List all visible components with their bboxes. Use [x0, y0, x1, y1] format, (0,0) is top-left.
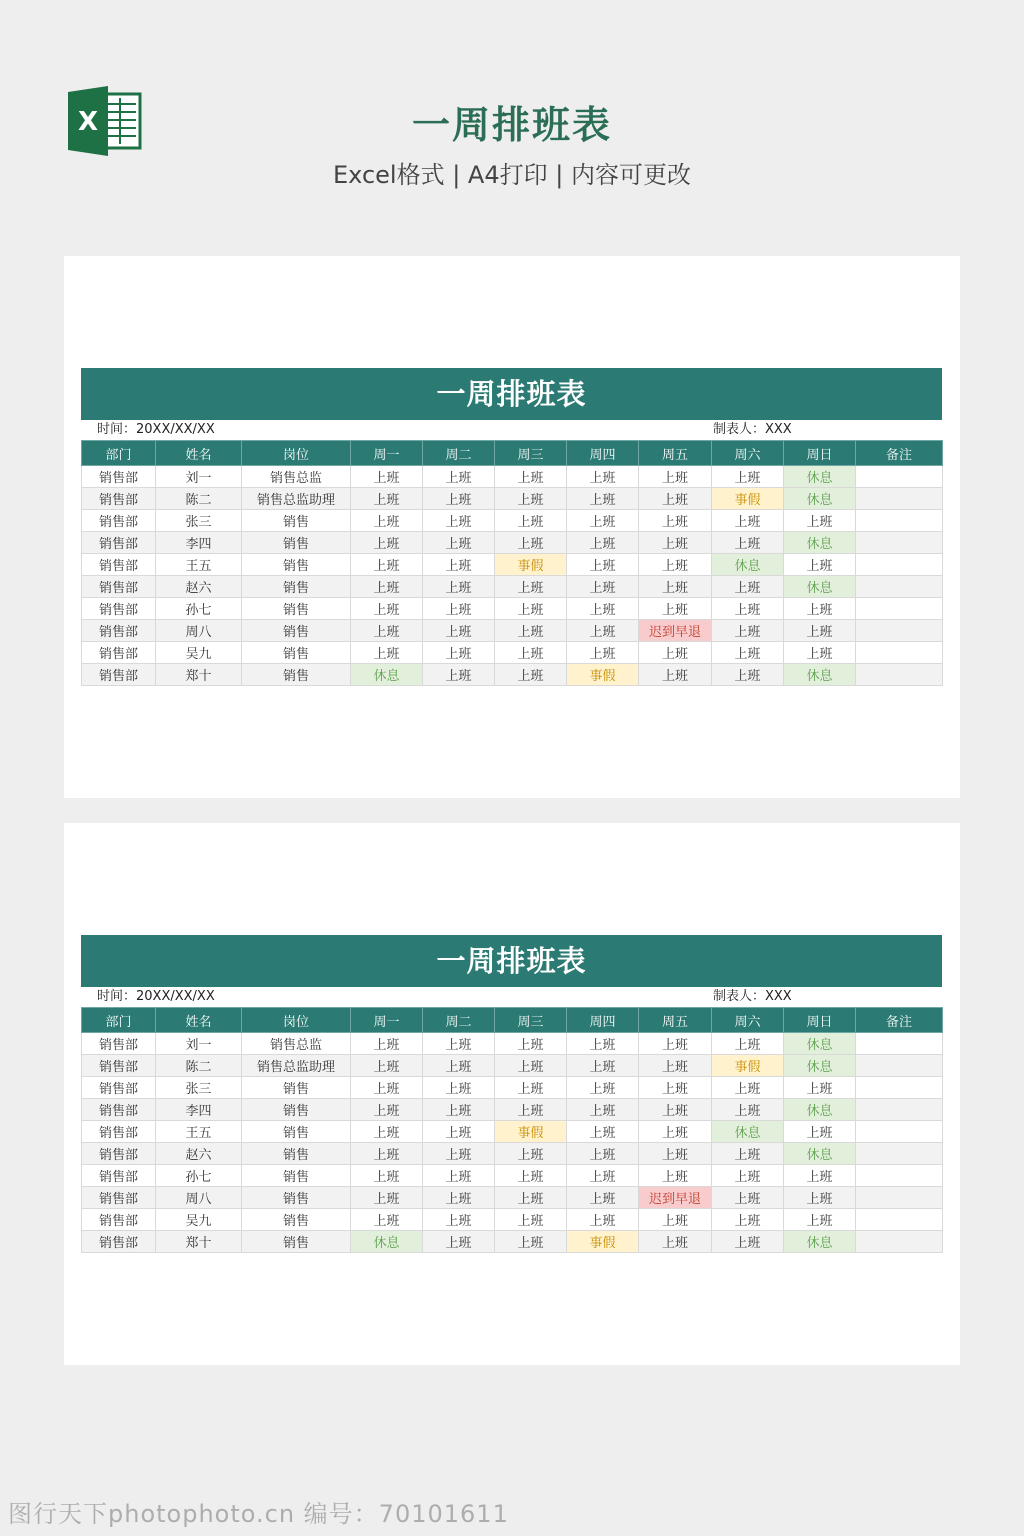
table-cell: 销售部: [82, 1143, 156, 1165]
table-cell: 上班: [712, 532, 784, 554]
table-cell: 上班: [423, 554, 495, 576]
table-cell: 上班: [784, 1209, 856, 1231]
table-cell: 上班: [423, 664, 495, 686]
table-cell: 上班: [423, 1231, 495, 1253]
table-cell: 上班: [639, 1099, 712, 1121]
excel-logo-letter: X: [77, 107, 99, 137]
table-cell: 上班: [567, 1099, 639, 1121]
schedule-table: [81, 1007, 943, 1253]
table-cell: 休息: [784, 1143, 856, 1165]
table-cell: 上班: [423, 1055, 495, 1077]
watermark: 图行天下photophoto.cn 编号：70101611: [8, 1500, 509, 1528]
table-cell: 休息: [784, 1033, 856, 1055]
table-row: [82, 1187, 943, 1209]
table-cell: 事假: [495, 1121, 567, 1143]
table-cell: 销售部: [82, 1165, 156, 1187]
table-cell: 上班: [567, 598, 639, 620]
table-cell: 上班: [567, 466, 639, 488]
column-header: 周三: [495, 441, 567, 466]
table-cell: 休息: [712, 554, 784, 576]
table-cell: 郑十: [156, 1231, 242, 1253]
table-cell: 上班: [784, 1165, 856, 1187]
table-cell: [856, 1033, 943, 1055]
table-cell: 销售: [242, 1209, 351, 1231]
table-row: [82, 1231, 943, 1253]
column-header: 姓名: [156, 1008, 242, 1033]
column-header: 姓名: [156, 441, 242, 466]
table-cell: 休息: [712, 1121, 784, 1143]
table-cell: 销售: [242, 1187, 351, 1209]
table-cell: 上班: [639, 1033, 712, 1055]
column-header: 备注: [856, 441, 943, 466]
table-cell: 上班: [567, 642, 639, 664]
table-row: [82, 1165, 943, 1187]
table-cell: 上班: [351, 1143, 423, 1165]
table-cell: 上班: [712, 1209, 784, 1231]
table-cell: 赵六: [156, 1143, 242, 1165]
table-cell: 上班: [495, 466, 567, 488]
table-cell: 销售部: [82, 642, 156, 664]
table-cell: 上班: [567, 1121, 639, 1143]
table-row: [82, 510, 943, 532]
sheet-preview-2: [64, 823, 960, 1365]
table-header-row: [82, 441, 943, 466]
table-cell: [856, 466, 943, 488]
table-cell: 销售部: [82, 1187, 156, 1209]
table-cell: 上班: [495, 1187, 567, 1209]
table-row: [82, 1099, 943, 1121]
column-header: 周日: [784, 441, 856, 466]
table-cell: 上班: [495, 1099, 567, 1121]
table-row: [82, 664, 943, 686]
time-label: 时间：20XX/XX/XX: [97, 422, 215, 437]
table-row: [82, 1077, 943, 1099]
table-row: [82, 1033, 943, 1055]
table-row: [82, 598, 943, 620]
table-cell: 事假: [567, 664, 639, 686]
table-cell: 上班: [712, 510, 784, 532]
column-header: 周一: [351, 441, 423, 466]
table-cell: 休息: [784, 1055, 856, 1077]
table-cell: 上班: [351, 1187, 423, 1209]
table-cell: 上班: [495, 620, 567, 642]
table-cell: 上班: [351, 1121, 423, 1143]
table-cell: 王五: [156, 554, 242, 576]
table-cell: 上班: [639, 1055, 712, 1077]
table-cell: 销售总监: [242, 1033, 351, 1055]
table-cell: 上班: [784, 598, 856, 620]
column-header: 部门: [82, 1008, 156, 1033]
table-cell: 上班: [639, 1143, 712, 1165]
column-header: 周二: [423, 1008, 495, 1033]
table-cell: 事假: [495, 554, 567, 576]
page-subtitle: Excel格式 | A4打印 | 内容可更改: [333, 161, 691, 189]
table-cell: 上班: [639, 1231, 712, 1253]
table-cell: [856, 1231, 943, 1253]
table-cell: 上班: [567, 1033, 639, 1055]
table-cell: 销售部: [82, 664, 156, 686]
table-cell: 上班: [423, 620, 495, 642]
table-cell: 上班: [784, 1187, 856, 1209]
table-cell: 销售总监助理: [242, 488, 351, 510]
table-cell: 事假: [712, 1055, 784, 1077]
sheet-title: 一周排班表: [81, 935, 942, 987]
table-cell: 上班: [495, 1077, 567, 1099]
table-cell: 吴九: [156, 1209, 242, 1231]
table-cell: 上班: [351, 598, 423, 620]
table-cell: 上班: [639, 664, 712, 686]
table-cell: 休息: [784, 532, 856, 554]
table-cell: 上班: [423, 510, 495, 532]
table-cell: 上班: [351, 1055, 423, 1077]
table-cell: 上班: [495, 1143, 567, 1165]
column-header: 周六: [712, 441, 784, 466]
table-cell: 销售部: [82, 510, 156, 532]
column-header: 部门: [82, 441, 156, 466]
table-cell: 销售: [242, 1231, 351, 1253]
table-cell: 上班: [495, 1231, 567, 1253]
table-cell: 吴九: [156, 642, 242, 664]
table-cell: [856, 1165, 943, 1187]
table-cell: 销售部: [82, 1121, 156, 1143]
table-cell: 事假: [712, 488, 784, 510]
table-cell: 上班: [567, 1209, 639, 1231]
table-cell: 上班: [639, 488, 712, 510]
table-cell: 上班: [351, 1033, 423, 1055]
table-cell: 休息: [784, 466, 856, 488]
table-cell: [856, 1187, 943, 1209]
table-cell: [856, 554, 943, 576]
schedule-sheet: [81, 935, 942, 1253]
table-cell: 上班: [351, 576, 423, 598]
table-cell: 上班: [423, 1165, 495, 1187]
table-cell: 迟到早退: [639, 1187, 712, 1209]
table-cell: 上班: [351, 1165, 423, 1187]
column-header: 周一: [351, 1008, 423, 1033]
table-cell: 销售: [242, 620, 351, 642]
table-cell: [856, 1077, 943, 1099]
column-header: 周六: [712, 1008, 784, 1033]
table-cell: 销售部: [82, 1077, 156, 1099]
table-cell: 休息: [784, 1099, 856, 1121]
table-cell: 上班: [423, 576, 495, 598]
table-cell: [856, 488, 943, 510]
table-cell: [856, 598, 943, 620]
table-cell: 销售部: [82, 1033, 156, 1055]
table-cell: 赵六: [156, 576, 242, 598]
table-cell: 上班: [784, 554, 856, 576]
table-cell: 上班: [567, 554, 639, 576]
column-header: 周三: [495, 1008, 567, 1033]
table-row: [82, 576, 943, 598]
table-cell: 上班: [712, 1077, 784, 1099]
table-cell: 孙七: [156, 598, 242, 620]
sheet-title: 一周排班表: [81, 368, 942, 420]
table-cell: 上班: [423, 1187, 495, 1209]
table-cell: 上班: [423, 466, 495, 488]
table-cell: 销售总监: [242, 466, 351, 488]
schedule-sheet: [81, 368, 942, 686]
table-cell: 销售: [242, 532, 351, 554]
table-cell: 周八: [156, 620, 242, 642]
table-cell: 郑十: [156, 664, 242, 686]
table-cell: 上班: [712, 1231, 784, 1253]
table-cell: 上班: [495, 532, 567, 554]
table-cell: 销售: [242, 510, 351, 532]
table-cell: 孙七: [156, 1165, 242, 1187]
table-cell: [856, 642, 943, 664]
table-cell: [856, 576, 943, 598]
table-cell: 张三: [156, 510, 242, 532]
table-cell: 休息: [784, 664, 856, 686]
table-cell: 上班: [712, 664, 784, 686]
table-cell: [856, 510, 943, 532]
table-cell: 刘一: [156, 466, 242, 488]
table-cell: 上班: [567, 576, 639, 598]
table-cell: 销售: [242, 642, 351, 664]
column-header: 备注: [856, 1008, 943, 1033]
table-cell: 销售: [242, 554, 351, 576]
table-cell: 上班: [784, 1121, 856, 1143]
table-body: [82, 1033, 943, 1253]
table-row: [82, 620, 943, 642]
table-cell: 上班: [423, 1121, 495, 1143]
table-row: [82, 554, 943, 576]
table-cell: 上班: [784, 510, 856, 532]
table-cell: 销售部: [82, 488, 156, 510]
table-cell: [856, 1099, 943, 1121]
table-header-row: [82, 1008, 943, 1033]
table-cell: 上班: [423, 1077, 495, 1099]
table-row: [82, 488, 943, 510]
table-cell: 销售部: [82, 620, 156, 642]
table-cell: [856, 620, 943, 642]
table-body: [82, 466, 943, 686]
table-cell: 上班: [423, 532, 495, 554]
table-cell: 上班: [712, 466, 784, 488]
table-cell: 上班: [495, 1165, 567, 1187]
table-cell: 上班: [495, 1033, 567, 1055]
table-cell: 销售部: [82, 532, 156, 554]
table-cell: 上班: [423, 1099, 495, 1121]
table-row: [82, 1121, 943, 1143]
column-header: 周五: [639, 441, 712, 466]
table-cell: [856, 532, 943, 554]
table-cell: 迟到早退: [639, 620, 712, 642]
table-cell: 上班: [784, 642, 856, 664]
table-cell: [856, 1209, 943, 1231]
table-cell: 上班: [784, 1077, 856, 1099]
table-cell: 销售部: [82, 554, 156, 576]
table-cell: 上班: [639, 554, 712, 576]
table-cell: 上班: [351, 488, 423, 510]
maker-label: 制表人：XXX: [713, 989, 792, 1004]
table-cell: 上班: [351, 510, 423, 532]
table-cell: 上班: [495, 488, 567, 510]
column-header: 周五: [639, 1008, 712, 1033]
table-cell: 上班: [495, 642, 567, 664]
table-cell: 上班: [495, 1055, 567, 1077]
table-cell: 上班: [639, 532, 712, 554]
table-cell: 销售: [242, 1143, 351, 1165]
table-cell: 上班: [712, 1165, 784, 1187]
table-cell: 事假: [567, 1231, 639, 1253]
table-cell: 销售总监助理: [242, 1055, 351, 1077]
table-cell: 上班: [639, 642, 712, 664]
table-row: [82, 532, 943, 554]
table-cell: 陈二: [156, 488, 242, 510]
table-cell: 上班: [639, 598, 712, 620]
table-cell: 销售: [242, 576, 351, 598]
table-cell: 上班: [712, 598, 784, 620]
table-cell: 上班: [495, 1209, 567, 1231]
table-cell: [856, 1121, 943, 1143]
column-header: 岗位: [242, 441, 351, 466]
table-cell: 上班: [351, 554, 423, 576]
table-cell: 上班: [784, 620, 856, 642]
table-cell: [856, 1055, 943, 1077]
table-cell: 销售: [242, 1121, 351, 1143]
table-cell: 上班: [712, 620, 784, 642]
table-cell: 休息: [351, 664, 423, 686]
table-row: [82, 466, 943, 488]
table-cell: 周八: [156, 1187, 242, 1209]
table-cell: 上班: [567, 532, 639, 554]
column-header: 岗位: [242, 1008, 351, 1033]
table-cell: 上班: [567, 1077, 639, 1099]
table-cell: 上班: [351, 1209, 423, 1231]
table-cell: 上班: [639, 1165, 712, 1187]
table-cell: 上班: [423, 1209, 495, 1231]
sheet-meta: [81, 420, 942, 440]
table-cell: 销售部: [82, 1231, 156, 1253]
table-cell: 上班: [567, 1055, 639, 1077]
column-header: 周四: [567, 1008, 639, 1033]
page-title: 一周排班表: [411, 103, 612, 147]
table-cell: 休息: [784, 576, 856, 598]
table-cell: 上班: [712, 576, 784, 598]
table-cell: 上班: [423, 1143, 495, 1165]
table-cell: 上班: [712, 642, 784, 664]
table-cell: 上班: [351, 1077, 423, 1099]
table-cell: 销售部: [82, 598, 156, 620]
table-cell: 刘一: [156, 1033, 242, 1055]
table-row: [82, 1209, 943, 1231]
table-cell: 销售部: [82, 466, 156, 488]
table-cell: 上班: [495, 576, 567, 598]
table-cell: 上班: [567, 620, 639, 642]
column-header: 周日: [784, 1008, 856, 1033]
table-cell: 销售部: [82, 1209, 156, 1231]
time-label: 时间：20XX/XX/XX: [97, 989, 215, 1004]
table-cell: 上班: [639, 1209, 712, 1231]
schedule-table: [81, 440, 943, 686]
table-cell: 销售: [242, 1165, 351, 1187]
table-cell: 上班: [567, 1165, 639, 1187]
table-cell: 上班: [351, 532, 423, 554]
table-cell: 上班: [495, 510, 567, 532]
table-cell: 上班: [351, 1099, 423, 1121]
table-cell: 销售: [242, 598, 351, 620]
table-cell: 销售: [242, 1099, 351, 1121]
table-cell: 休息: [784, 1231, 856, 1253]
sheet-meta: [81, 987, 942, 1007]
table-cell: [856, 1143, 943, 1165]
table-cell: 上班: [351, 466, 423, 488]
table-cell: 李四: [156, 532, 242, 554]
table-cell: 上班: [423, 1033, 495, 1055]
table-cell: 上班: [639, 510, 712, 532]
table-cell: 上班: [567, 1187, 639, 1209]
table-cell: 上班: [351, 620, 423, 642]
table-cell: 上班: [712, 1033, 784, 1055]
table-cell: 上班: [567, 510, 639, 532]
table-cell: 上班: [639, 1077, 712, 1099]
table-cell: 王五: [156, 1121, 242, 1143]
sheet-preview-1: [64, 256, 960, 798]
table-cell: 陈二: [156, 1055, 242, 1077]
table-cell: 销售: [242, 1077, 351, 1099]
table-cell: 上班: [423, 598, 495, 620]
table-cell: 上班: [639, 1121, 712, 1143]
maker-label: 制表人：XXX: [713, 422, 792, 437]
table-cell: [856, 664, 943, 686]
table-row: [82, 1055, 943, 1077]
table-cell: 上班: [712, 1099, 784, 1121]
table-cell: 李四: [156, 1099, 242, 1121]
column-header: 周二: [423, 441, 495, 466]
table-cell: 销售: [242, 664, 351, 686]
table-row: [82, 642, 943, 664]
table-cell: 上班: [351, 642, 423, 664]
table-cell: 上班: [712, 1143, 784, 1165]
table-cell: 上班: [423, 642, 495, 664]
table-cell: 销售部: [82, 1055, 156, 1077]
table-cell: 休息: [784, 488, 856, 510]
table-cell: 销售部: [82, 1099, 156, 1121]
table-cell: 上班: [712, 1187, 784, 1209]
table-cell: 上班: [567, 488, 639, 510]
table-cell: 上班: [639, 466, 712, 488]
table-cell: 上班: [567, 1143, 639, 1165]
table-row: [82, 1143, 943, 1165]
table-cell: 上班: [639, 576, 712, 598]
table-cell: 上班: [495, 664, 567, 686]
table-cell: 上班: [495, 598, 567, 620]
table-cell: 上班: [423, 488, 495, 510]
table-cell: 休息: [351, 1231, 423, 1253]
table-cell: 张三: [156, 1077, 242, 1099]
column-header: 周四: [567, 441, 639, 466]
table-cell: 销售部: [82, 576, 156, 598]
